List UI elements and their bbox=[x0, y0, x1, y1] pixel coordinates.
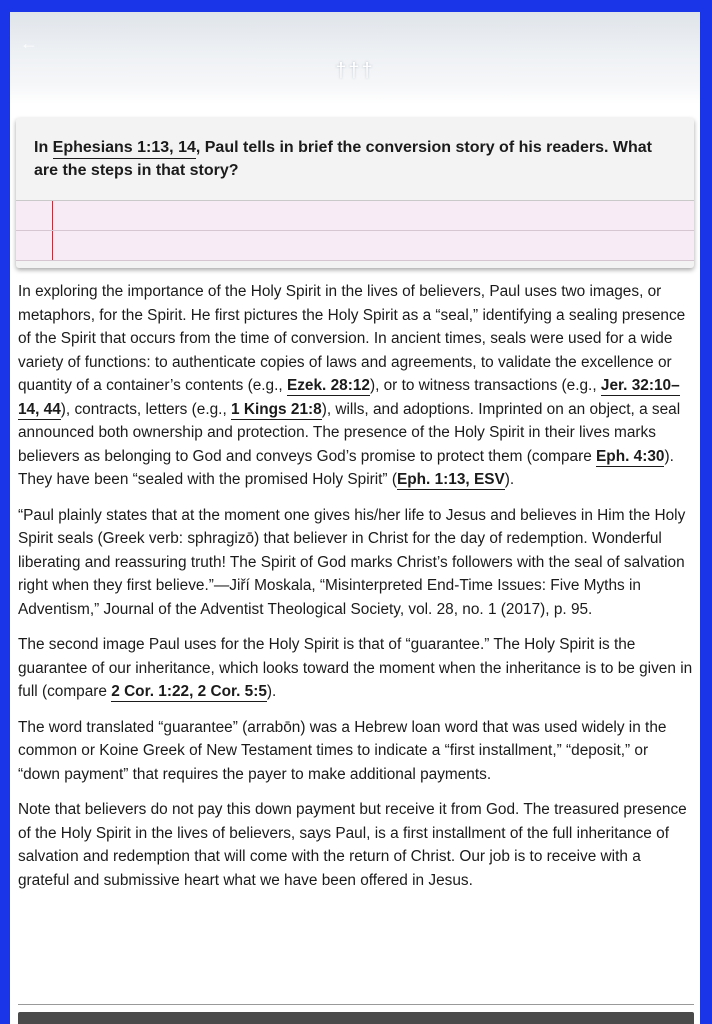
question-prefix: In bbox=[34, 139, 53, 156]
question-suffix: , Paul tells in brief the conversion story of his readers. What are the steps in that story? bbox=[34, 139, 652, 179]
answer-ruled-line bbox=[16, 230, 694, 231]
app-frame bbox=[10, 12, 700, 1024]
text-span: ). bbox=[504, 471, 515, 488]
question-card bbox=[16, 118, 694, 268]
three-crosses-icon: ††† bbox=[335, 60, 375, 82]
bible-reference-link[interactable]: Eph. 1:13, ESV bbox=[396, 471, 505, 488]
bible-reference-link[interactable]: 1 Kings 21:8 bbox=[231, 400, 322, 418]
paragraph-seal bbox=[18, 280, 694, 492]
answer-input[interactable] bbox=[16, 200, 694, 261]
paragraph-quote: “Paul plainly states that at the moment one gives his/her life to Jesus and believes in Him the Holy Spirit seals (Greek verb: sphragizō) that believer in Christ for the day of redemption. Wonderful liberating and reassuring truth! The Spirit of God marks Christ’s followers with the seal of salvation right when they first believe.”—Jiří Moskala, “Misinterpreted End-Time Issues: Five Myths in Adventism,” Journal of the Adventist Theological Society, vol. 28, no. 1 (2017), p. 95. bbox=[18, 506, 686, 618]
text-span: ), wills, and adoptions. Imprinted on an object, a seal announced both ownership and protection. The presence of the Holy Spirit in their lives marks believers as belonging to God and conveys God’s promise to protect them (compare bbox=[18, 400, 681, 465]
bible-reference-link[interactable]: Jer. 32:10–14, 44 bbox=[18, 377, 680, 418]
text-span: The second image Paul uses for the Holy Spirit is that of “guarantee.” The Holy Spirit is the guarantee of our inheritance, which looks toward the moment when the inheritance is to be given in full (compare bbox=[18, 636, 693, 700]
bible-reference-link[interactable]: 2 Cor. 1:22, 2 Cor. 5:5 bbox=[111, 683, 267, 700]
paragraph-guarantee bbox=[18, 633, 694, 704]
section-divider bbox=[18, 1004, 694, 1005]
bottom-bar[interactable] bbox=[18, 1012, 694, 1024]
paragraph-down-payment: Note that believers do not pay this down payment but receive it from God. The treasured presence of the Holy Spirit in the lives of believers, says Paul, is a first installment of the full inheritance of salvation and redemption that will come with the return of Christ. Our job is to receive with a grateful and submissive heart what we have been offered in Jesus. bbox=[18, 801, 687, 889]
question-bible-reference-link[interactable]: Ephesians 1:13, 14 bbox=[53, 139, 196, 159]
text-span: In exploring the importance of the Holy Spirit in the lives of believers, Paul uses two images, or metaphors, for the Spirit. He first pictures the Holy Spirit as a “seal,” identifying a sealing presence of the Spirit that occurs from the time of conversion. In ancient times, seals were used for a wide variety of functions: to authenticate copies of laws and agreements, to validate the excellence or quantity of a container’s contents (e.g., bbox=[18, 283, 686, 394]
text-span: ), or to witness transactions (e.g., bbox=[369, 377, 601, 394]
answer-ruled-line bbox=[16, 260, 694, 261]
paragraph-arrabon: The word translated “guarantee” (arrabōn) was a Hebrew loan word that was used widely in the common or Koine Greek of New Testament times to indicate a “first installment,” “deposit,” or “down payment” that requires the payer to make additional payments. bbox=[18, 718, 667, 783]
text-span: ). bbox=[266, 683, 277, 700]
lesson-content bbox=[18, 280, 694, 904]
question-text bbox=[34, 136, 674, 182]
header-banner bbox=[10, 12, 700, 104]
text-span: ), contracts, letters (e.g., bbox=[60, 400, 232, 418]
back-arrow-icon[interactable]: ← bbox=[20, 33, 38, 53]
answer-margin-line bbox=[52, 201, 53, 261]
bible-reference-link[interactable]: Eph. 4:30 bbox=[596, 447, 665, 465]
text-span: ). They have been “sealed with the promised Holy Spirit” ( bbox=[18, 447, 674, 488]
bible-reference-link[interactable]: Ezek. 28:12 bbox=[286, 377, 370, 394]
